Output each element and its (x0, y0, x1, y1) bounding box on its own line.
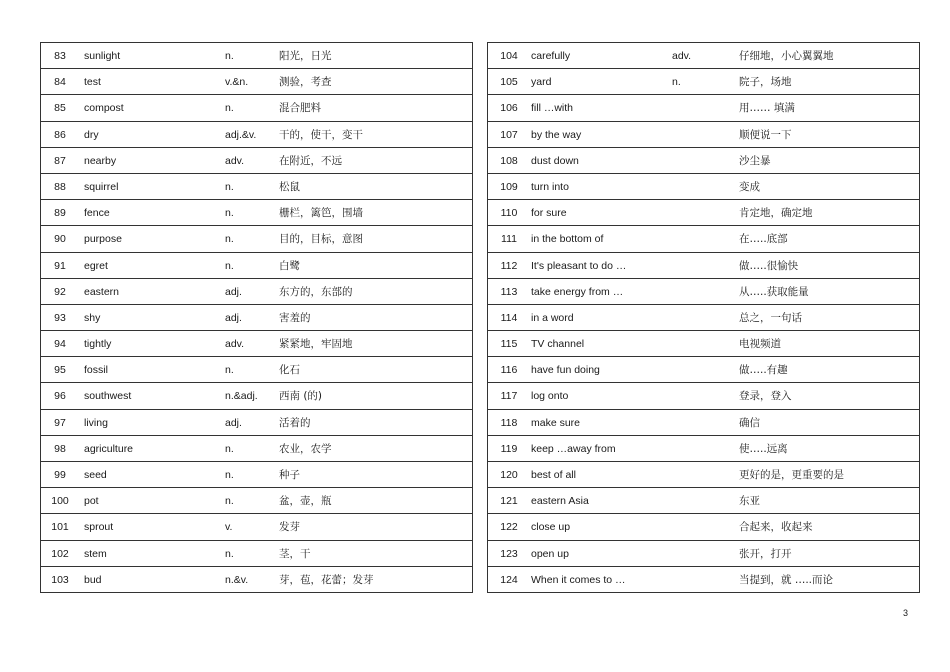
entry-word: bud (84, 573, 102, 586)
entry-chinese-meaning: 东亚 (739, 495, 760, 508)
entry-word: eastern Asia (531, 495, 589, 508)
entry-number: 112 (500, 259, 518, 272)
table-row (41, 147, 472, 173)
entry-word: fence (84, 207, 110, 220)
entry-word: sunlight (84, 50, 121, 62)
entry-chinese-meaning: 肯定地，确定地 (739, 207, 813, 220)
table-row (488, 68, 919, 94)
entry-number: 97 (54, 416, 66, 429)
vocabulary-table-right (487, 42, 920, 593)
table-row (488, 147, 919, 173)
entry-number: 109 (500, 180, 518, 193)
entry-chinese-meaning: 沙尘暴 (739, 154, 771, 167)
entry-number: 107 (500, 128, 518, 141)
entry-part-of-speech: n.&v. (225, 573, 249, 586)
entry-part-of-speech: v. (225, 521, 233, 534)
entry-chinese-meaning: 栅栏，篱笆，围墙 (279, 207, 363, 220)
table-row (41, 94, 472, 120)
table-row (488, 487, 919, 513)
entry-part-of-speech: n. (225, 233, 234, 246)
entry-chinese-meaning: 变成 (739, 180, 760, 193)
entry-number: 86 (54, 128, 66, 141)
entry-number: 98 (54, 442, 66, 455)
table-row (488, 199, 919, 225)
entry-chinese-meaning: 混合肥料 (279, 102, 321, 115)
table-row (41, 252, 472, 278)
entry-chinese-meaning: 合起来，收起来 (739, 521, 813, 534)
entry-word: test (84, 76, 101, 89)
entry-word: purpose (84, 233, 122, 246)
entry-number: 118 (500, 416, 518, 429)
entry-chinese-meaning: 登录，登入 (739, 390, 792, 403)
table-row (41, 304, 472, 330)
entry-word: compost (84, 102, 124, 115)
entry-chinese-meaning: 确信 (739, 416, 760, 429)
table-row (41, 566, 472, 592)
entry-number: 90 (54, 233, 66, 246)
entry-part-of-speech: n. (225, 495, 234, 508)
table-row (488, 94, 919, 120)
entry-number: 84 (54, 76, 66, 89)
table-row (41, 330, 472, 356)
entry-number: 85 (54, 102, 66, 115)
entry-chinese-meaning: 用…… 填满 (739, 102, 795, 115)
table-row (488, 461, 919, 487)
entry-word: log onto (531, 390, 569, 403)
entry-part-of-speech: adv. (225, 154, 245, 167)
entry-word: When it comes to … (531, 573, 626, 586)
entry-number: 95 (54, 364, 66, 377)
entry-chinese-meaning: 使…..远离 (739, 442, 788, 455)
entry-chinese-meaning: 阳光，日光 (279, 50, 332, 62)
table-row (488, 382, 919, 408)
table-row (488, 330, 919, 356)
entry-word: yard (531, 76, 552, 89)
entry-chinese-meaning: 顺便说一下 (739, 128, 792, 141)
entry-word: fill …with (531, 102, 574, 115)
entry-word: agriculture (84, 442, 134, 455)
entry-word: close up (531, 521, 571, 534)
table-row (41, 409, 472, 435)
table-row (488, 540, 919, 566)
entry-word: make sure (531, 416, 581, 429)
table-row (41, 42, 472, 68)
entry-word: stem (84, 547, 107, 560)
entry-part-of-speech: v.&n. (225, 76, 249, 89)
entry-chinese-meaning: 仔细地，小心翼翼地 (739, 50, 834, 62)
entry-number: 91 (54, 259, 66, 272)
entry-part-of-speech: n. (672, 76, 681, 89)
entry-word: by the way (531, 128, 582, 141)
entry-chinese-meaning: 电视频道 (739, 338, 781, 351)
entry-chinese-meaning: 芽，苞，花蕾；发芽 (279, 573, 374, 586)
entry-number: 123 (500, 547, 518, 560)
entry-word: TV channel (531, 338, 585, 351)
table-row (41, 382, 472, 408)
entry-chinese-meaning: 做…..有趣 (739, 364, 788, 377)
entry-part-of-speech: n. (225, 207, 234, 220)
table-row (41, 278, 472, 304)
entry-number: 105 (500, 76, 518, 89)
entry-word: eastern (84, 285, 120, 298)
entry-chinese-meaning: 目的，目标，意图 (279, 233, 363, 246)
entry-number: 114 (500, 311, 518, 324)
entry-word: southwest (84, 390, 132, 403)
table-row (488, 225, 919, 251)
vocabulary-table-left (40, 42, 473, 593)
entry-chinese-meaning: 盆，壶，瓶 (279, 495, 332, 508)
entry-chinese-meaning: 院子，场地 (739, 76, 792, 89)
table-row (488, 513, 919, 539)
entry-chinese-meaning: 当提到，就 …..而论 (739, 573, 834, 586)
entry-word: fossil (84, 364, 108, 377)
entry-number: 106 (500, 102, 518, 115)
entry-number: 99 (54, 469, 66, 481)
table-row (488, 252, 919, 278)
entry-chinese-meaning: 白鹭 (279, 259, 300, 272)
entry-part-of-speech: n.&adj. (225, 390, 258, 403)
entry-chinese-meaning: 在附近，不远 (279, 154, 342, 167)
entry-chinese-meaning: 更好的是，更重要的是 (739, 469, 844, 481)
entry-number: 111 (501, 233, 517, 246)
table-row (41, 173, 472, 199)
entry-word: best of all (531, 469, 576, 481)
table-row (488, 566, 919, 592)
entry-number: 121 (500, 495, 518, 508)
entry-word: for sure (531, 207, 567, 220)
entry-word: in a word (531, 311, 574, 324)
entry-word: in the bottom of (531, 233, 604, 246)
entry-number: 120 (500, 469, 518, 481)
entry-word: dry (84, 128, 99, 141)
entry-part-of-speech: n. (225, 180, 234, 193)
entry-part-of-speech: n. (225, 50, 234, 62)
entry-part-of-speech: adj. (225, 416, 242, 429)
entry-chinese-meaning: 张开，打开 (739, 547, 792, 560)
entry-word: have fun doing (531, 364, 600, 377)
table-row (41, 199, 472, 225)
entry-word: It's pleasant to do … (531, 259, 627, 272)
table-row (488, 409, 919, 435)
entry-part-of-speech: n. (225, 469, 234, 481)
entry-chinese-meaning: 东方的，东部的 (279, 285, 353, 298)
page-number: 3 (903, 608, 909, 618)
entry-word: egret (84, 259, 108, 272)
entry-number: 87 (54, 154, 66, 167)
entry-word: squirrel (84, 180, 119, 193)
entry-part-of-speech: n. (225, 547, 234, 560)
entry-chinese-meaning: 茎，干 (279, 547, 311, 560)
table-row (488, 435, 919, 461)
entry-word: tightly (84, 338, 112, 351)
table-row (41, 540, 472, 566)
table-row (488, 121, 919, 147)
entry-number: 89 (54, 207, 66, 220)
table-row (488, 304, 919, 330)
entry-number: 110 (500, 207, 518, 220)
entry-part-of-speech: adv. (225, 338, 245, 351)
entry-chinese-meaning: 紧紧地，牢固地 (279, 338, 353, 351)
entry-chinese-meaning: 农业，农学 (279, 442, 332, 455)
entry-number: 88 (54, 180, 66, 193)
entry-part-of-speech: n. (225, 442, 234, 455)
table-row (488, 356, 919, 382)
entry-chinese-meaning: 从…..获取能量 (739, 285, 809, 298)
entry-chinese-meaning: 害羞的 (279, 311, 311, 324)
entry-chinese-meaning: 做…..很愉快 (739, 259, 799, 272)
table-row (41, 487, 472, 513)
entry-part-of-speech: n. (225, 259, 234, 272)
entry-part-of-speech: adj. (225, 285, 242, 298)
entry-number: 119 (500, 442, 518, 455)
entry-number: 94 (54, 338, 66, 351)
entry-number: 96 (54, 390, 66, 403)
entry-word: living (84, 416, 108, 429)
entry-part-of-speech: n. (225, 364, 234, 377)
table-row (41, 68, 472, 94)
entry-part-of-speech: adj.&v. (225, 128, 257, 141)
entry-chinese-meaning: 西南 (的) (279, 390, 323, 403)
entry-word: keep …away from (531, 442, 616, 455)
entry-number: 115 (500, 338, 518, 351)
entry-chinese-meaning: 活着的 (279, 416, 311, 429)
entry-word: carefully (531, 50, 571, 62)
entry-number: 101 (51, 521, 69, 534)
entry-word: dust down (531, 154, 579, 167)
entry-chinese-meaning: 测验，考查 (279, 76, 332, 89)
entry-number: 92 (54, 285, 66, 298)
entry-part-of-speech: n. (225, 102, 234, 115)
entry-word: shy (84, 311, 101, 324)
entry-chinese-meaning: 总之，一句话 (739, 311, 802, 324)
entry-chinese-meaning: 在…..底部 (739, 233, 788, 246)
table-row (41, 513, 472, 539)
entry-chinese-meaning: 发芽 (279, 521, 300, 534)
table-row (41, 356, 472, 382)
entry-number: 100 (51, 495, 69, 508)
entry-number: 113 (500, 285, 518, 298)
entry-word: pot (84, 495, 99, 508)
entry-word: nearby (84, 154, 117, 167)
table-row (41, 435, 472, 461)
entry-number: 117 (500, 390, 518, 403)
entry-number: 103 (51, 573, 69, 586)
entry-word: sprout (84, 521, 114, 534)
entry-word: open up (531, 547, 569, 560)
entry-number: 122 (500, 521, 518, 534)
entry-word: turn into (531, 180, 569, 193)
entry-number: 83 (54, 50, 66, 62)
table-row (488, 278, 919, 304)
table-row (488, 42, 919, 68)
entry-number: 116 (500, 364, 518, 377)
table-row (41, 225, 472, 251)
table-row (488, 173, 919, 199)
entry-part-of-speech: adj. (225, 311, 242, 324)
table-row (41, 461, 472, 487)
entry-number: 124 (500, 573, 518, 586)
entry-number: 93 (54, 311, 66, 324)
entry-part-of-speech: adv. (672, 50, 692, 62)
entry-chinese-meaning: 种子 (279, 469, 300, 481)
entry-number: 102 (51, 547, 69, 560)
table-row (41, 121, 472, 147)
entry-chinese-meaning: 化石 (279, 364, 300, 377)
entry-word: seed (84, 469, 107, 481)
entry-chinese-meaning: 松鼠 (279, 180, 300, 193)
entry-number: 104 (500, 50, 518, 62)
entry-number: 108 (500, 154, 518, 167)
entry-word: take energy from … (531, 285, 624, 298)
entry-chinese-meaning: 干的，使干，变干 (279, 128, 363, 141)
